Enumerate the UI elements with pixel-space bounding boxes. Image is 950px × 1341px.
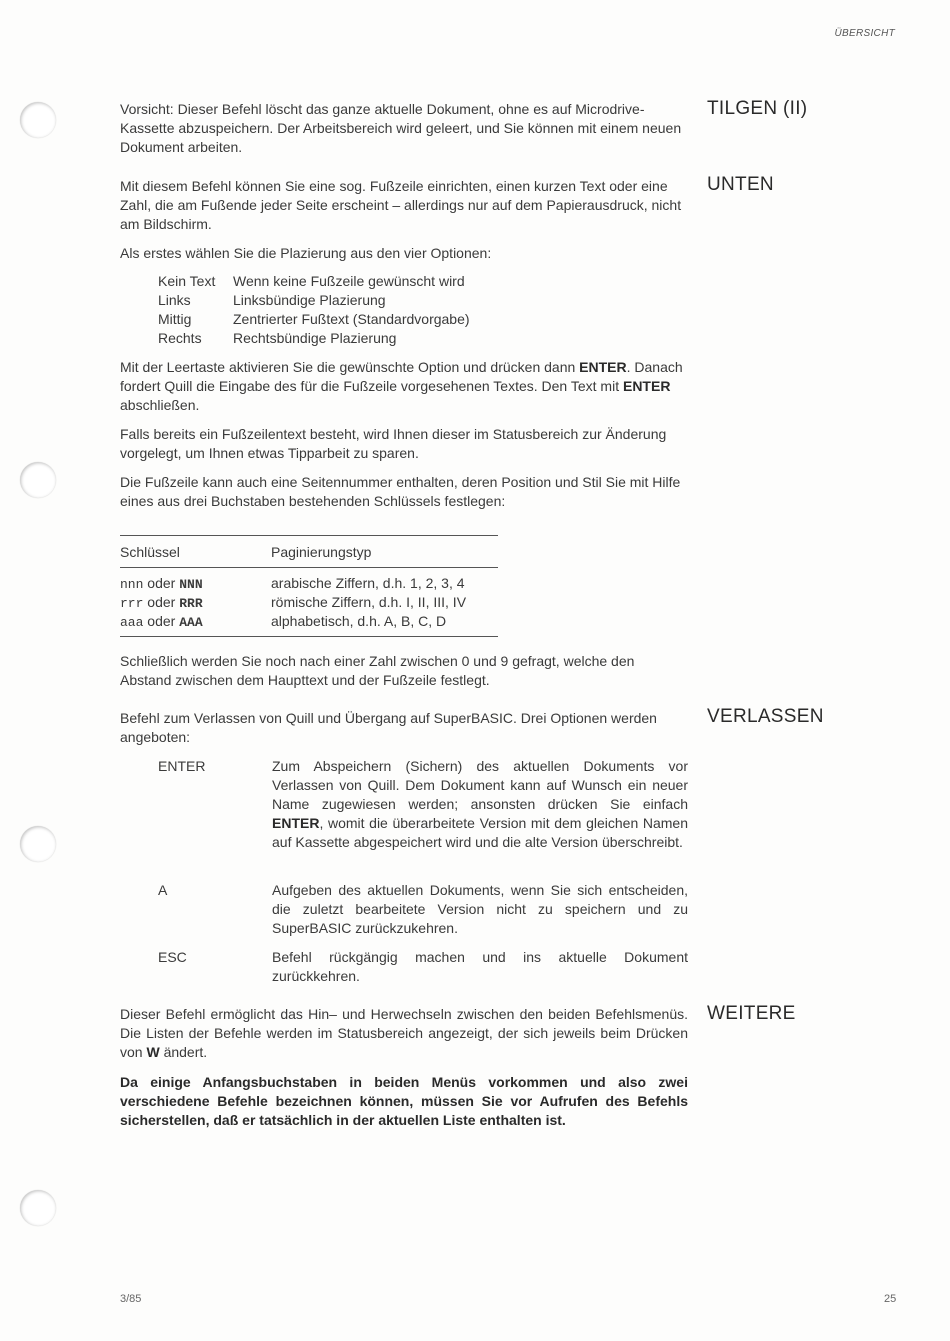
option-key: Links — [158, 292, 191, 308]
option-key-enter: ENTER — [158, 758, 206, 774]
option-key: Rechts — [158, 330, 202, 346]
table-rule-top — [120, 535, 498, 536]
option-row — [158, 272, 465, 291]
table-rule-bottom — [120, 636, 498, 637]
option-desc: Linksbündige Plazierung — [233, 292, 386, 308]
binder-hole — [20, 462, 56, 498]
option-a-desc: Aufgeben des aktuellen Dokuments, wenn Sie sich entscheiden, die zuletzt bearbeitete Version nicht zu speichern und zu SuperBASIC zurückzukehren. — [272, 882, 688, 936]
table-rule-mid — [120, 567, 498, 568]
option-key: Mittig — [158, 311, 192, 327]
option-row — [158, 310, 470, 329]
option-key: Kein Text — [158, 273, 216, 289]
unten-intro: Mit diesem Befehl können Sie eine sog. Fußzeile einrichten, einen kurzen Text oder eine Zahl, die am Fußende jeder Seite erscheint – allerdings nur auf dem Papierausdruck, nicht am Bildschirm. — [120, 178, 682, 232]
binder-hole — [20, 1190, 56, 1226]
option-esc-desc: Befehl rückgängig machen und ins aktuelle Dokument zurückkehren. — [272, 949, 688, 984]
page-number: 25 — [884, 1293, 897, 1305]
option-desc: Zentrierter Fußtext (Standardvorgabe) — [233, 311, 470, 327]
heading-unten: UNTEN — [707, 174, 774, 195]
option-key-esc: ESC — [158, 949, 187, 965]
weitere-warning: Da einige Anfangsbuchstaben in beiden Menüs vorkommen und also zwei verschiedene Befehle bezeichnen können, müssen Sie vor Aufrufen des Befehls sicherstellen, daß er tatsächlich in der aktuellen Liste enthalten ist. — [120, 1074, 688, 1128]
table-header-type: Paginierungstyp — [271, 544, 372, 560]
heading-weitere: WEITERE — [707, 1003, 796, 1024]
heading-tilgen: TILGEN (II) — [707, 98, 808, 119]
enter-key-label: ENTER — [622, 378, 671, 394]
existing-footer-paragraph: Falls bereits ein Fußzeilentext besteht, wird Ihnen dieser im Statusbereich zur Änderung vorgelegt, um Ihnen etwas Tipparbeit zu sparen. — [120, 426, 667, 461]
option-row — [158, 329, 396, 348]
enter-key-label: ENTER — [579, 359, 627, 375]
options-intro: Als erstes wählen Sie die Plazierung aus den vier Optionen: — [120, 245, 492, 261]
weitere-text: Dieser Befehl ermöglicht das Hin– und Herwechseln zwischen den beiden Befehlsmenüs. Die Listen der Befehle werden im Statusbereich angezeigt, der sich jeweils beim Drücken von W ändert. — [120, 1006, 688, 1060]
enter-paragraph: Mit der Leertaste aktivieren Sie die gewünschte Option und drücken dann ENTER. Danach fordert Quill die Eingabe des für die Fußzeile vorgesehenen Textes. Den Text mit ENTER abschließen. — [120, 359, 683, 413]
running-header: ÜBERSICHT — [834, 28, 895, 39]
final-paragraph: Schließlich werden Sie noch nach einer Zahl zwischen 0 und 9 gefragt, welche den Abstand zwischen dem Haupttext und der Fußzeile festlegt. — [120, 653, 635, 688]
option-enter-desc: Zum Abspeichern (Sichern) des aktuellen Dokuments vor Verlassen von Quill. Dem Dokument kann auf Wunsch ein neuer Name zugewiesen werden; ansonsten drücken Sie einfach ENTER, womit die überarbeitete Version mit dem gleichen Namen auf Kassette abgespeichert wird und die alte Version überschreibt. — [272, 758, 688, 850]
w-key-label: W — [146, 1044, 160, 1060]
binder-hole — [20, 826, 56, 862]
table-header-key: Schlüssel — [120, 544, 180, 560]
footer-date: 3/85 — [120, 1293, 142, 1305]
heading-verlassen: VERLASSEN — [707, 706, 824, 727]
option-desc: Wenn keine Fußzeile gewünscht wird — [233, 273, 465, 289]
option-key-a: A — [158, 882, 168, 898]
option-row — [158, 291, 386, 310]
option-desc: Rechtsbündige Plazierung — [233, 330, 397, 346]
page-number-paragraph: Die Fußzeile kann auch eine Seitennummer enthalten, deren Position und Stil Sie mit Hilfe eines aus drei Buchstaben bestehenden Schlüssels festlegen: — [120, 474, 681, 509]
verlassen-intro: Befehl zum Verlassen von Quill und Übergang auf SuperBASIC. Drei Optionen werden angeboten: — [120, 710, 657, 745]
tilgen-text: Vorsicht: Dieser Befehl löscht das ganze aktuelle Dokument, ohne es auf Microdrive-Kassette abzuspeichern. Der Arbeitsbereich wird geleert, und Sie können mit einem neuen Dokument arbeiten. — [120, 101, 682, 155]
binder-hole — [20, 102, 56, 138]
